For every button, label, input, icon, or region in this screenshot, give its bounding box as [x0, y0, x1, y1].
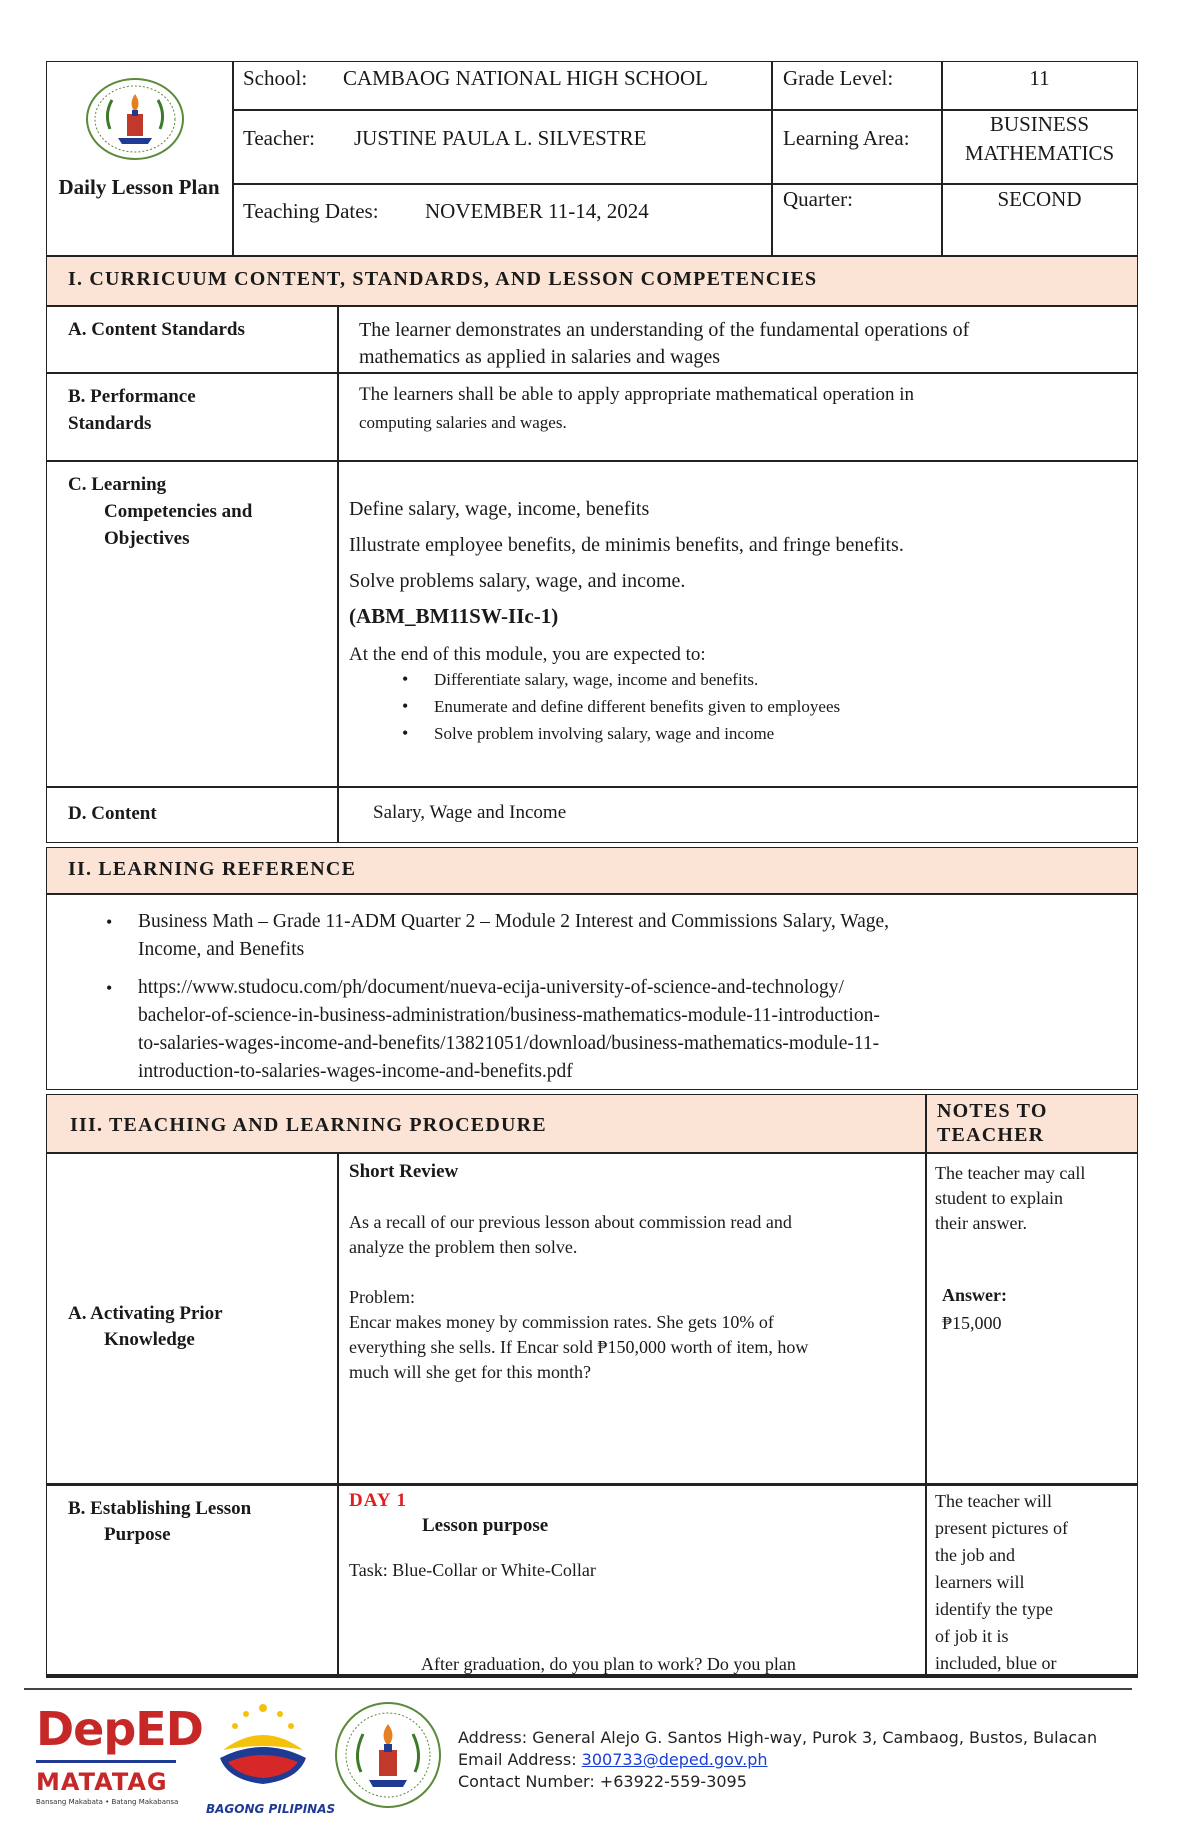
teaching-dates-label: Teaching Dates:	[243, 199, 379, 223]
header-row-divider-1	[232, 109, 1138, 111]
competencies-label-2: Competencies and	[104, 501, 253, 522]
lesson-purpose-title: Lesson purpose	[422, 1515, 549, 1536]
note-b-line-7: included, blue or	[935, 1653, 1057, 1673]
section3-col-divider-2	[925, 1153, 927, 1677]
establishing-purpose-label-2: Purpose	[104, 1524, 171, 1545]
footer-address: Address: General Alejo G. Santos High-way, Purok 3, Cambaog, Bustos, Bulacan	[458, 1728, 1098, 1747]
competency-line-2: Illustrate employee benefits, de minimis benefits, and fringe benefits.	[349, 534, 904, 556]
objective-item: • Enumerate and define different benefits given to employees	[398, 693, 840, 720]
school-seal-logo	[80, 74, 190, 164]
teaching-dates-value: NOVEMBER 11-14, 2024	[425, 199, 649, 223]
note-a-line-3: their answer.	[935, 1213, 1027, 1233]
reference-url-line4: introduction-to-salaries-wages-income-and-benefits.pdf	[138, 1061, 573, 1082]
reference-item-url	[102, 974, 889, 1086]
deped-logo-underline	[36, 1760, 176, 1763]
footer-email	[458, 1750, 768, 1769]
row-divider-ab	[46, 372, 1138, 374]
quarter-value: SECOND	[997, 187, 1082, 211]
dlp-title-line1: Daily Lesson Plan	[58, 175, 220, 199]
competencies-label-1: C. Learning	[68, 474, 167, 495]
footer-email-link[interactable]: 300733@deped.gov.ph	[581, 1750, 768, 1769]
activating-prior-label-2: Knowledge	[104, 1329, 195, 1350]
teacher-label: Teacher:	[243, 126, 315, 150]
content-standards-label: A. Content Standards	[68, 319, 245, 340]
recall-line-2: analyze the problem then solve.	[349, 1237, 578, 1257]
bagong-pilipinas-logo	[208, 1700, 318, 1805]
note-b-line-5: identify the type	[935, 1599, 1053, 1619]
learning-area-value-2: MATHEMATICS	[964, 141, 1115, 165]
notes-header-2: TEACHER	[937, 1124, 1045, 1146]
section3-row-divider	[46, 1483, 1138, 1486]
row-divider-bc	[46, 460, 1138, 462]
section3-col-divider-1	[337, 1153, 339, 1677]
footer-contact: Contact Number: +63922-559-3095	[458, 1772, 747, 1791]
note-b-line-4: learners will	[935, 1572, 1025, 1592]
matatag-logo: MATATAG	[36, 1768, 168, 1796]
reference-book-line2: Income, and Benefits	[138, 939, 305, 960]
row-divider-cd	[46, 786, 1138, 788]
recall-line-1: As a recall of our previous lesson about commission read and	[349, 1212, 792, 1232]
content-standards-text-2: mathematics as applied in salaries and wages	[359, 346, 720, 368]
footer-rule	[24, 1688, 1132, 1690]
note-a-line-2: student to explain	[935, 1188, 1063, 1208]
note-b-line-1: The teacher will	[935, 1491, 1052, 1511]
section1-title: I. CURRICUUM CONTENT, STANDARDS, AND LESSON COMPETENCIES	[68, 268, 818, 290]
note-b-line-6: of job it is	[935, 1626, 1009, 1646]
header-col-divider-2	[771, 61, 773, 256]
notes-header-1: NOTES TO	[937, 1100, 1048, 1122]
objective-item: • Solve problem involving salary, wage and income	[398, 720, 840, 747]
deped-logo: DepED	[36, 1702, 203, 1756]
problem-label: Problem:	[349, 1287, 415, 1307]
day-label: DAY 1	[349, 1490, 407, 1511]
content-standards-text-1: The learner demonstrates an understanding of the fundamental operations of	[359, 319, 970, 341]
header-col-divider-1	[232, 61, 234, 256]
learning-area-label: Learning Area:	[783, 126, 910, 150]
bagong-pilipinas-text: BAGONG PILIPINAS	[206, 1802, 336, 1816]
performance-standards-label-2: Standards	[68, 413, 152, 434]
performance-standards-label-1: B. Performance	[68, 386, 196, 407]
answer-value: ₱15,000	[942, 1313, 1002, 1333]
section1-col-divider	[337, 306, 339, 843]
problem-line-1: Encar makes money by commission rates. She gets 10% of	[349, 1312, 774, 1332]
reference-book-line1: Business Math – Grade 11-ADM Quarter 2 – Module 2 Interest and Commissions Salary, Wage,	[138, 911, 890, 932]
note-a-line-1: The teacher may call	[935, 1163, 1086, 1183]
school-label: School:	[243, 66, 308, 90]
short-review-title: Short Review	[349, 1161, 459, 1182]
note-b-line-2: present pictures of	[935, 1518, 1068, 1538]
teacher-value: JUSTINE PAULA L. SILVESTRE	[354, 126, 647, 150]
competency-line-3: Solve problems salary, wage, and income.	[349, 570, 686, 592]
reference-item-book	[102, 908, 889, 964]
competency-line-1: Define salary, wage, income, benefits	[349, 498, 650, 520]
section3-header-divider	[925, 1094, 927, 1153]
problem-line-3: much will she get for this month?	[349, 1362, 591, 1382]
objective-item: • Differentiate salary, wage, income and benefits.	[398, 666, 840, 693]
section3-title: III. TEACHING AND LEARNING PROCEDURE	[70, 1114, 547, 1136]
school-value: CAMBAOG NATIONAL HIGH SCHOOL	[343, 66, 708, 90]
footer-school-seal	[333, 1700, 443, 1810]
section2-title: II. LEARNING REFERENCE	[68, 858, 357, 880]
answer-label: Answer:	[942, 1285, 1007, 1305]
matatag-tagline: Bansang Makabata • Batang Makabansa	[36, 1798, 179, 1806]
competencies-label-3: Objectives	[104, 528, 190, 549]
establishing-purpose-label-1: B. Establishing Lesson	[68, 1498, 252, 1519]
reference-url-line2: bachelor-of-science-in-business-administration/business-mathematics-module-11-introduction-	[138, 1005, 880, 1026]
content-text: Salary, Wage and Income	[373, 802, 567, 823]
header-row-divider-2	[232, 183, 1138, 185]
performance-standards-text-2: computing salaries and wages.	[359, 413, 567, 432]
footer-email-label: Email Address:	[458, 1750, 582, 1769]
competency-code: (ABM_BM11SW-IIc-1)	[349, 604, 559, 628]
grade-level-label: Grade Level:	[783, 66, 894, 90]
learning-area-value-1: BUSINESS	[989, 112, 1090, 136]
task-line: Task: Blue-Collar or White-Collar	[349, 1560, 596, 1580]
after-graduation-line: After graduation, do you plan to work? Do you plan	[421, 1654, 796, 1674]
reference-list	[102, 908, 889, 1086]
reference-url-line1: https://www.studocu.com/ph/document/nueva-ecija-university-of-science-and-technology/	[138, 977, 844, 998]
reference-url-line3: to-salaries-wages-income-and-benefits/13821051/download/business-mathematics-module-11-	[138, 1033, 880, 1054]
content-label: D. Content	[68, 803, 157, 824]
performance-standards-text-1: The learners shall be able to apply appropriate mathematical operation in	[359, 384, 914, 405]
note-b-line-3: the job and	[935, 1545, 1015, 1565]
objectives-list	[398, 666, 840, 747]
problem-line-2: everything she sells. If Encar sold ₱150,000 worth of item, how	[349, 1337, 809, 1357]
activating-prior-label-1: A. Activating Prior	[68, 1303, 223, 1324]
grade-level-value: 11	[1029, 66, 1050, 90]
quarter-label: Quarter:	[783, 187, 853, 211]
objectives-intro: At the end of this module, you are expected to:	[349, 644, 706, 665]
